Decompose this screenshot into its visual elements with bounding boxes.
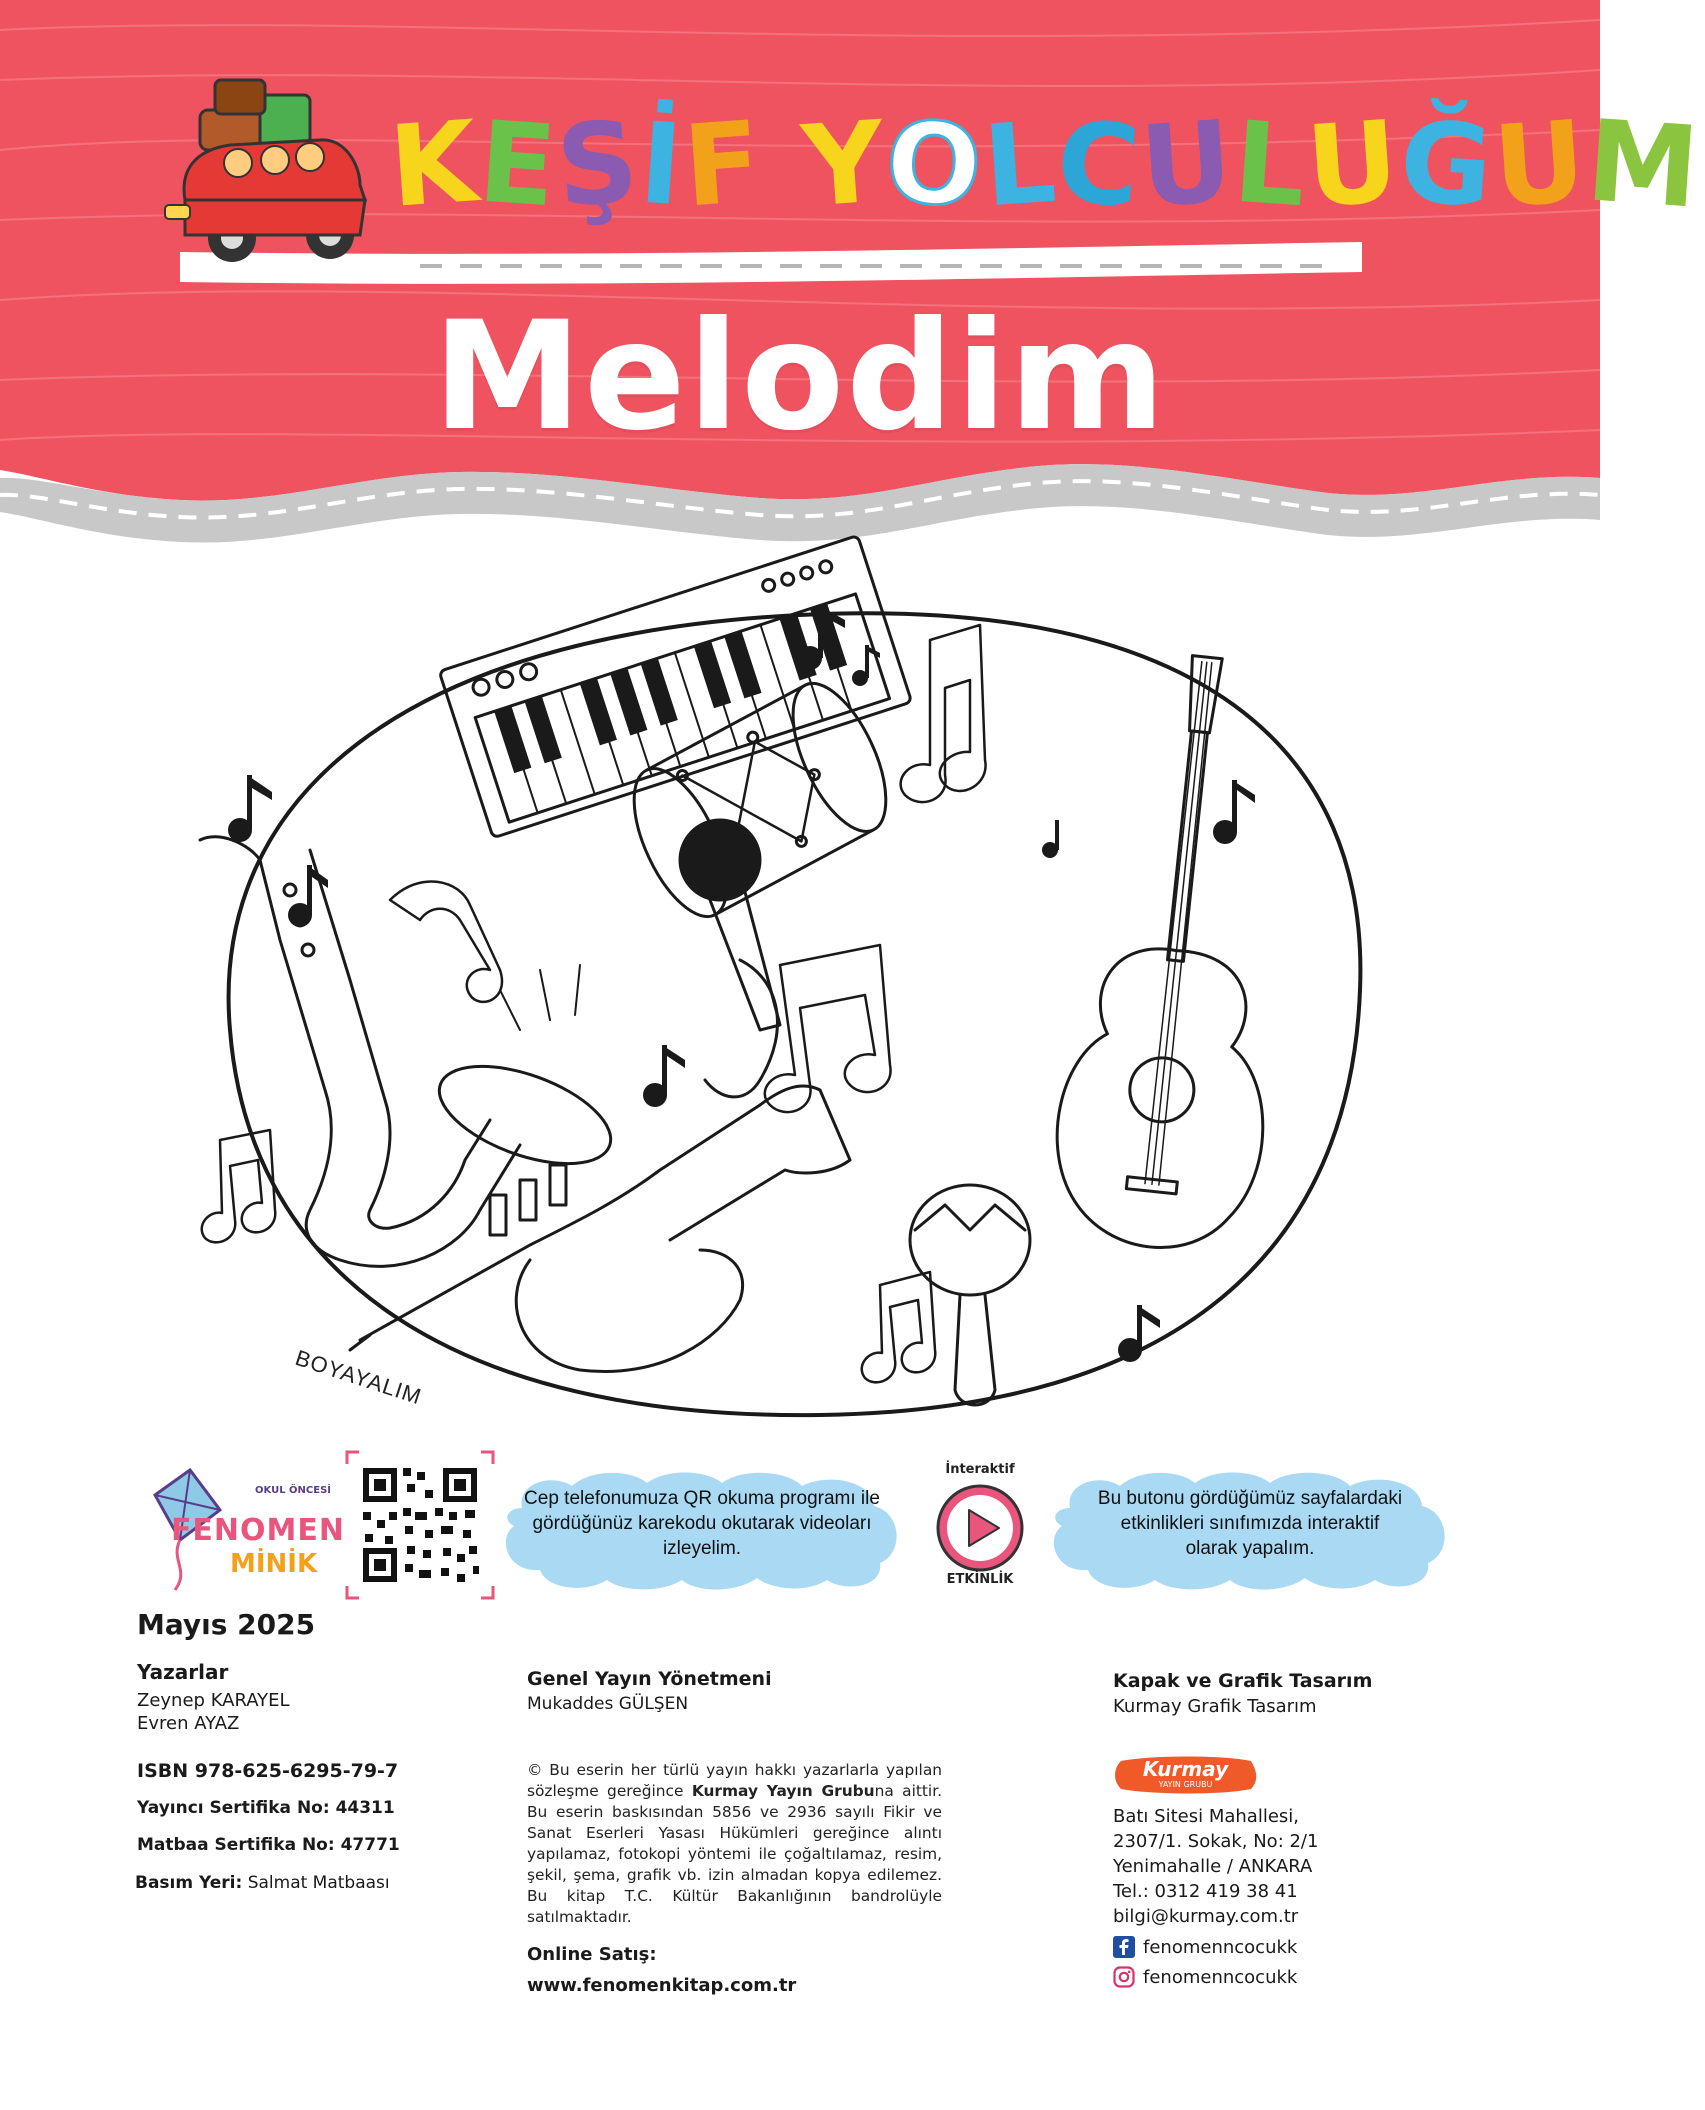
print-place <box>135 1873 390 1893</box>
series-title-letter: Ş <box>552 97 645 233</box>
authors-label: Yazarlar <box>137 1660 229 1684</box>
keyboard-icon <box>439 535 912 837</box>
publication-date: Mayıs 2025 <box>137 1608 316 1641</box>
qr-info-line-1: Cep telefonumuza QR okuma programı ile <box>524 1488 880 1509</box>
address-line-2: 2307/1. Sokak, No: 2/1 <box>1113 1831 1319 1852</box>
play-icon[interactable] <box>925 1460 1035 1590</box>
logo-small-text: OKUL ÖNCESİ <box>255 1485 332 1496</box>
interactive-info-line-3: olarak yapalım. <box>1185 1538 1315 1559</box>
interactive-bottom-label: ETKİNLİK <box>946 1572 1014 1587</box>
publisher-certificate: Yayıncı Sertifika No: 44311 <box>137 1798 395 1818</box>
interactive-info-line-1: Bu butonu gördüğümüz sayfalardaki <box>1097 1488 1403 1509</box>
series-title-letter: İ <box>635 98 689 232</box>
logo-brand-line1: FENOMEN <box>170 1513 345 1548</box>
series-title-letter: C <box>1052 97 1146 233</box>
print-certificate: Matbaa Sertifika No: 47771 <box>137 1835 400 1855</box>
qr-code[interactable] <box>345 1450 495 1600</box>
series-title-letter: E <box>474 97 562 233</box>
qr-info-line-2: gördüğünüz karekodu okutarak videoları <box>532 1513 872 1534</box>
address-line-3: Yenimahalle / ANKARA <box>1113 1856 1313 1877</box>
kurmay-logo <box>1113 1755 1258 1795</box>
qr-info-line-3: izleyelim. <box>662 1538 742 1559</box>
fenomen-minik-logo <box>135 1465 355 1595</box>
header-banner <box>0 0 1705 560</box>
design-credit: Kurmay Grafik Tasarım <box>1113 1696 1317 1717</box>
series-title-letter: U <box>1489 96 1592 234</box>
series-title-letter: L <box>1229 97 1312 233</box>
isbn: ISBN 978-625-6295-79-7 <box>137 1760 399 1782</box>
interactive-info-line-2: etkinlikleri sınıfımızda interaktif <box>1120 1513 1380 1534</box>
kurmay-brand: Kurmay <box>1142 1757 1229 1781</box>
qr-info-text <box>502 1486 902 1561</box>
online-sales-link[interactable]: www.fenomenkitap.com.tr <box>527 1975 797 1996</box>
coloring-illustration <box>200 560 1420 1440</box>
print-place-value: Salmat Matbaası <box>247 1873 390 1893</box>
facebook-icon <box>1113 1936 1135 1958</box>
facebook-link[interactable] <box>1113 1936 1297 1958</box>
header-background <box>0 0 1600 560</box>
series-title-letter: K <box>385 97 484 233</box>
book-title: Melodim <box>432 290 1168 464</box>
author-1: Zeynep KARAYEL <box>137 1690 290 1711</box>
coloring-label: BOYAYALIM <box>292 1345 425 1410</box>
interactive-badge[interactable] <box>925 1460 1035 1590</box>
instagram-link[interactable] <box>1113 1966 1297 1988</box>
print-place-label: Basım Yeri: <box>135 1873 243 1893</box>
copyright-post: na aittir. Bu eserin baskısından 5856 ve 2936 sayılı Fikir ve Sanat Eserleri Yasası Hükümleri gereğince alıntı yapılamaz, fotokopi yöntemi ile çoğaltılamaz, resim, şekil, şema, grafik vb. izin almadan kopya edilemez. Bu kitap T.C. Kültür Bakanlığının bandrolüyle satılmaktadır. <box>527 1782 943 1926</box>
saxophone-icon <box>200 837 623 1267</box>
interactive-top-label: İnteraktif <box>945 1462 1015 1477</box>
series-title-letter: L <box>979 97 1062 233</box>
series-title-letter: Y <box>798 97 891 233</box>
copyright-brand: Kurmay Yayın Grubu <box>691 1782 875 1800</box>
facebook-handle: fenomenncocukk <box>1143 1936 1298 1958</box>
maracas-icon <box>910 1185 1030 1405</box>
copyright-notice <box>527 1760 942 1928</box>
online-sales-label: Online Satış: <box>527 1944 657 1965</box>
series-title-letter: M <box>1582 96 1705 234</box>
microphone-icon <box>680 820 780 1097</box>
email[interactable]: bilgi@kurmay.com.tr <box>1113 1906 1299 1927</box>
kurmay-sub: YAYIN GRUBU <box>1158 1780 1213 1789</box>
editor-label: Genel Yayın Yönetmeni <box>527 1668 772 1690</box>
trumpet-icon <box>350 1086 850 1372</box>
design-label: Kapak ve Grafik Tasarım <box>1113 1670 1373 1692</box>
interactive-info-text <box>1050 1486 1450 1561</box>
series-title-letter: O <box>881 96 988 234</box>
series-title-letter: U <box>1302 96 1405 234</box>
copyright-pre: © Bu eserin her türlü yayın hakkı yazarlarla yapılan sözleşme gereğince <box>527 1761 942 1800</box>
series-title-letter: U <box>1136 96 1239 234</box>
instagram-icon <box>1113 1966 1135 1988</box>
instagram-handle: fenomenncocukk <box>1143 1966 1298 1988</box>
series-title <box>385 96 1705 240</box>
phone: Tel.: 0312 419 38 41 <box>1113 1881 1298 1902</box>
series-title-letter: Ğ <box>1395 96 1499 234</box>
editor-name: Mukaddes GÜLŞEN <box>527 1694 689 1714</box>
author-2: Evren AYAZ <box>137 1713 240 1734</box>
series-title-letter: F <box>679 97 767 233</box>
logo-brand-line2: MİNİK <box>230 1549 318 1579</box>
address-line-1: Batı Sitesi Mahallesi, <box>1113 1806 1299 1827</box>
